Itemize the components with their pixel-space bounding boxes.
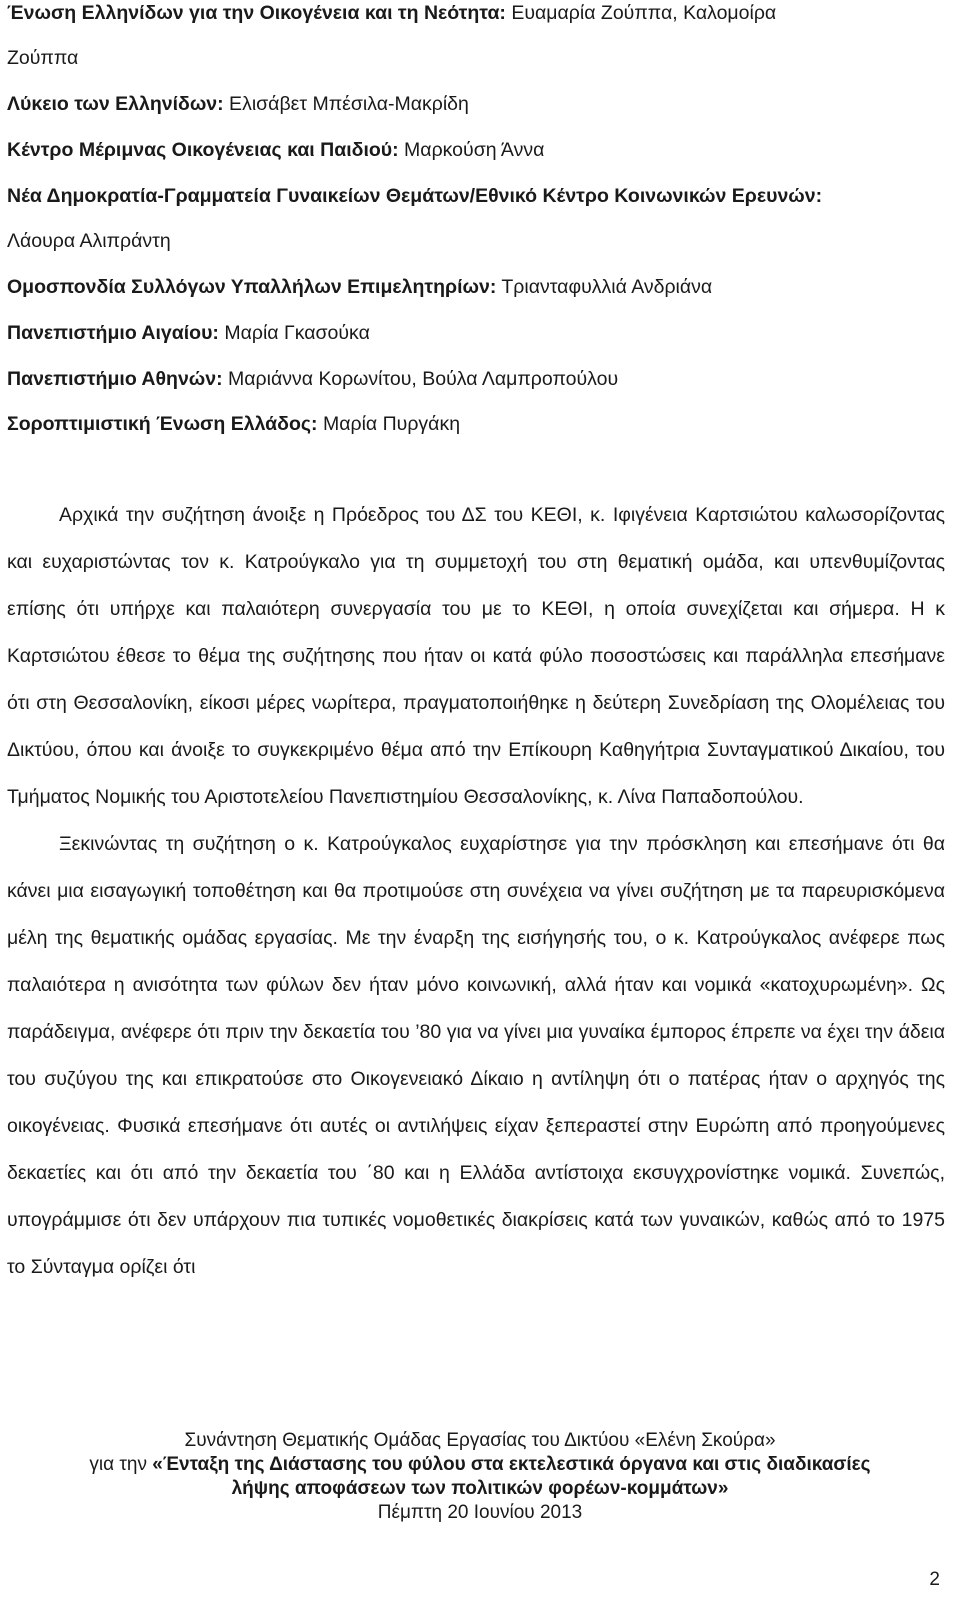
participant-org: Πανεπιστήμιο Αθηνών: — [7, 368, 223, 390]
participant-line — [7, 413, 460, 436]
participant-line — [7, 139, 544, 162]
participant-names: Ζούππα — [7, 47, 79, 69]
page-number: 2 — [929, 1569, 940, 1590]
body-text — [7, 492, 945, 1291]
footer-topic-line — [0, 1453, 960, 1477]
participant-line — [7, 276, 712, 299]
participant-line — [7, 2, 776, 25]
participant-names: Ευαμαρία Ζούππα, Καλομοίρα — [505, 2, 777, 24]
participant-line — [7, 93, 469, 116]
participant-line — [7, 368, 618, 391]
participant-org: Σοροπτιμιστική Ένωση Ελλάδος: — [7, 413, 318, 435]
participant-names: Λάουρα Αλιπράντη — [7, 230, 171, 252]
participant-names: Μαριάννα Κορωνίτου, Βούλα Λαμπροπούλου — [222, 368, 619, 390]
participant-names: Τριανταφυλλιά Ανδριάνα — [496, 276, 713, 298]
footer-meeting-title: Συνάντηση Θεματικής Ομάδας Εργασίας του Δικτύου «Ελένη Σκούρα» — [184, 1430, 776, 1451]
paragraph: Ξεκινώντας τη συζήτηση ο κ. Κατρούγκαλος ευχαρίστησε για την πρόσκληση και επεσήμανε ότι θα κάνει μια εισαγωγική τοποθέτηση και θα προτιμούσε στη συνέχεια να γίνει συζήτηση με τα παρευρισκόμενα μέλη της θεματικής ομάδας εργασίας. Με την έναρξη της εισήγησής του, ο κ. Κατρούγκαλος ανέφερε πως παλαιότερα η ανισότητα των φύλων δεν ήταν μόνο κοινωνική, αλλά ήταν και νομικά «κατοχυρωμένη». Ως παράδειγμα, ανέφερε ότι πριν την δεκαετία του ’80 για να γίνει μια γυναίκα έμπορος έπρεπε να έχει την άδεια του συζύγου της και επικρατούσε στο Οικογενειακό Δίκαιο η αντίληψη ότι ο πατέρας ήταν ο αρχηγός της οικογένειας. Φυσικά επεσήμανε ότι αυτές οι αντιλήψεις είχαν ξεπεραστεί στην Ευρώπη από προηγούμενες δεκαετίες και ότι από την δεκαετία του ΄80 και η Ελλάδα αντίστοιχα εκσυγχρονίστηκε νομικά. Συνεπώς, υπογράμμισε ότι δεν υπάρχουν πια τυπικές νομοθετικές διακρίσεις κατά των γυναικών, καθώς από το 1975 το Σύνταγμα ορίζει ότι — [7, 833, 945, 1278]
participant-line — [7, 47, 78, 70]
participant-line — [7, 230, 171, 253]
participant-org: Πανεπιστήμιο Αιγαίου: — [7, 322, 219, 344]
participant-org: Νέα Δημοκρατία-Γραμματεία Γυναικείων Θεμάτων/Εθνικό Κέντρο Κοινωνικών Ερευνών: — [7, 185, 823, 207]
footer-topic-prefix: για την — [89, 1454, 153, 1475]
participant-names: Μαρία Γκασούκα — [218, 322, 370, 344]
participant-org: Ένωση Ελληνίδων για την Οικογένεια και τη Νεότητα: — [7, 2, 506, 24]
participant-names: Ελισάβετ Μπέσιλα-Μακρίδη — [223, 93, 469, 115]
participant-names: Μαρία Πυργάκη — [317, 413, 461, 435]
footer-topic-title: «Ένταξη της Διάστασης του φύλου στα εκτελεστικά όργανα και στις διαδικασίες — [152, 1454, 871, 1475]
participant-org: Κέντρο Μέριμνας Οικογένειας και Παιδιού: — [7, 139, 399, 161]
participant-org: Λύκειο των Ελληνίδων: — [7, 93, 224, 115]
participant-line — [7, 185, 822, 208]
footer-topic-line-2 — [0, 1477, 960, 1501]
paragraph: Αρχικά την συζήτηση άνοιξε η Πρόεδρος του ΔΣ του ΚΕΘΙ, κ. Ιφιγένεια Καρτσιώτου καλωσορίζοντας και ευχαριστώντας τον κ. Κατρούγκαλο για τη συμμετοχή του στη θεματική ομάδα, και υπενθυμίζοντας επίσης ότι υπήρχε και παλαιότερη συνεργασία του με το ΚΕΘΙ, η οποία συνεχίζεται και σήμερα. Η κ Καρτσιώτου έθεσε το θέμα της συζήτησης που ήταν οι κατά φύλο ποσοστώσεις και παράλληλα επεσήμανε ότι στη Θεσσαλονίκη, είκοσι μέρες νωρίτερα, πραγματοποιήθηκε η δεύτερη Συνεδρίαση της Ολομέλειας του Δικτύου, όπου και άνοιξε το συγκεκριμένο θέμα από την Επίκουρη Καθηγήτρια Συνταγματικού Δικαίου, του Τμήματος Νομικής του Αριστοτελείου Πανεπιστημίου Θεσσαλονίκης, κ. Λίνα Παπαδοπούλου. — [7, 504, 945, 808]
footer-topic-title-cont: λήψης αποφάσεων των πολιτικών φορέων-κομμάτων» — [231, 1478, 729, 1499]
footer-date: Πέμπτη 20 Ιουνίου 2013 — [377, 1502, 583, 1523]
participant-line — [7, 322, 370, 345]
page-footer — [0, 1429, 960, 1525]
participant-names: Μαρκούση Άννα — [398, 139, 545, 161]
participant-org: Ομοσπονδία Συλλόγων Υπαλλήλων Επιμελητηρίων: — [7, 276, 497, 298]
